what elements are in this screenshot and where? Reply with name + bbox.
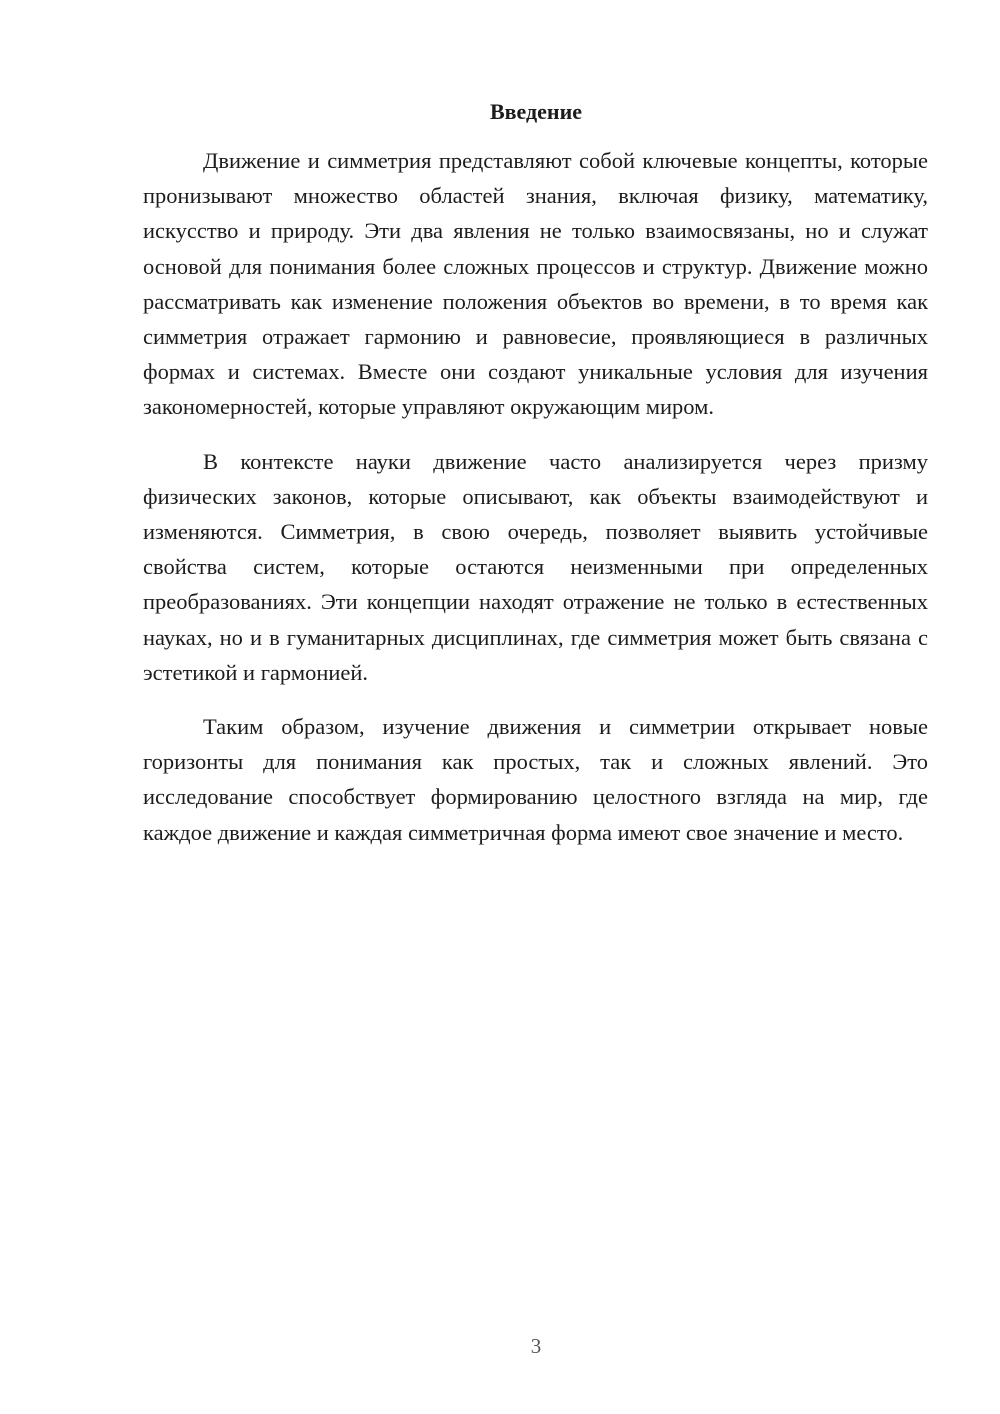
paragraph-3: Таким образом, изучение движения и симметрии открывает новые горизонты для понимания как простых, так и сложных явлений. Это исследование способствует формированию целостного взгляда на мир, где каждое движение и каждая симметричная форма имеют свое значение и место. — [143, 714, 928, 845]
page-number: 3 — [530, 1334, 542, 1358]
section-heading: Введение — [489, 99, 583, 124]
body-text — [143, 143, 928, 869]
paragraph-2: В контексте науки движение часто анализируется через призму физических законов, которые описывают, как объекты взаимодействуют и изменяются. Симметрия, в свою очередь, позволяет выявить устойчивые свойства систем, которые остаются неизменными при определенных преобразованиях. Эти концепции находят отражение не только в естественных науках, но и в гуманитарных дисциплинах, где симметрия может быть связана с эстетикой и гармонией. — [143, 448, 928, 685]
paragraph-1: Движение и симметрия представляют собой ключевые концепты, которые пронизывают множество областей знания, включая физику, математику, искусство и природу. Эти два явления не только взаимосвязаны, но и служат основой для понимания более сложных процессов и структур. Движение можно рассматривать как изменение положения объектов во времени, в то время как симметрия отражает гармонию и равновесие, проявляющиеся в различных формах и системах. Вместе они создают уникальные условия для изучения закономерностей, которые управляют окружающим миром. — [143, 148, 928, 420]
